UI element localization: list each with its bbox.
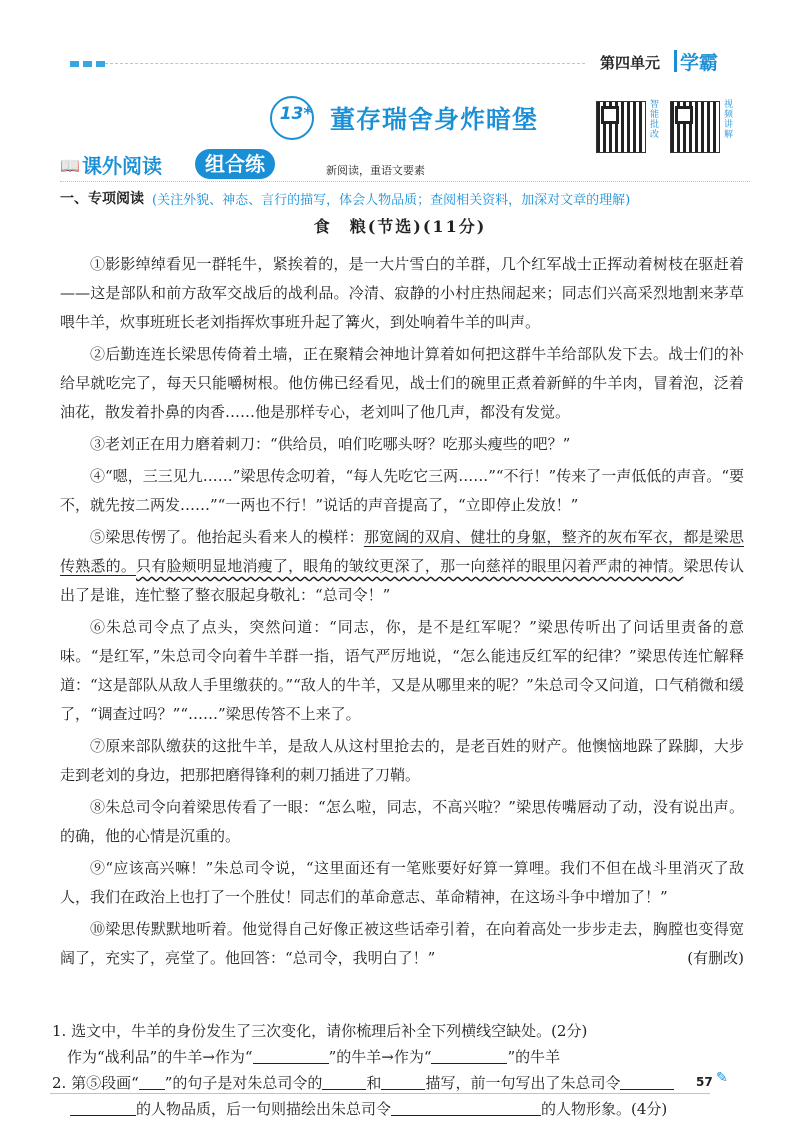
wavy-underlined-sentence: 只有脸颊明显地消瘦了，眼角的皱纹更深了，那一向慈祥的眼里闪着严肃的神情。 [136, 557, 684, 575]
exercise-note: (关注外貌、神态、言行的描写，体会人物品质；查阅相关资料，加深对文章的理解) [152, 193, 631, 208]
q2-text-f: 的人物形象。(4分) [541, 1100, 668, 1118]
paragraph-5-intro: ⑤梁思传愣了。他抬起头看来人的模样： [90, 528, 364, 546]
paragraph-8: ⑧朱总司令向着梁思传看了一眼：“怎么啦，同志，不高兴啦？”梁思传嘴唇动了动，没有说出声。的确，他的心情是沉重的。 [60, 798, 744, 845]
footer-divider [50, 1093, 710, 1094]
q1-text-a: 作为“战利品”的牛羊→作为“ [67, 1048, 253, 1066]
q1-blank-2[interactable] [431, 1045, 507, 1064]
questions [52, 1018, 752, 1122]
source-note: (有删改) [687, 949, 744, 967]
header-divider [105, 63, 585, 64]
qr-label-grading: 智能批改 [650, 100, 660, 140]
paragraph-7: ⑦原来部队缴获的这批牛羊，是敌人从这村里抢去的，是老百姓的财产。他懊恼地跺了跺脚，大步走到老刘的身边，把那把磨得锋利的刺刀插进了刀鞘。 [60, 737, 744, 784]
lesson-title: 董存瑞舍身炸暗堡 [330, 105, 539, 134]
qr-label-video: 视频讲解 [724, 100, 734, 140]
section-subtitle: 新阅读，重语文要素 [326, 164, 425, 177]
q2-underline-sample [139, 1071, 165, 1090]
q2-text-a: 2. 第⑤段画“ [52, 1074, 139, 1092]
brand-logo: 学霸 [680, 52, 719, 74]
header-decoration [70, 61, 105, 67]
book-icon: 📖 [60, 156, 80, 175]
lesson-number: 13* [279, 104, 313, 124]
exercise-heading: 一、专项阅读 [60, 191, 144, 207]
section-divider [60, 181, 750, 182]
paragraph-9: ⑨“应该高兴嘛！”朱总司令说，“这里面还有一笔账要好好算一算哩。我们不但在战斗里消灭了敌人，我们在政治上也打了一个胜仗！同志们的革命意志、革命精神，在这场斗争中增加了！” [60, 859, 744, 906]
paragraph-4: ④“嗯，三三见九……”梁思传念叨着，“每人先吃它三两……”“不行！”传来了一声低低的声音。“要不，就先按二两发……”“一两也不行！”说话的声音提高了，“立即停止发放！” [60, 467, 744, 514]
paragraph-6: ⑥朱总司令点了点头，突然问道：“同志，你，是不是红军呢？”梁思传听出了问话里责备的意味。“是红军，”朱总司令向着牛羊群一指，语气严厉地说，“怎么能违反红军的纪律？”梁思传连忙解释道：“这是部队从敌人手里缴获的。”“敌人的牛羊，又是从哪里来的呢？”朱总司令又问道，口气稍微和缓了，“调查过吗？”“……”梁思传答不上来了。 [60, 618, 744, 723]
paragraph-5 [60, 523, 744, 610]
q2-text-e: 的人物品质，后一句则描绘出朱总司令 [136, 1100, 392, 1118]
q1-text-c: ”的牛羊 [507, 1048, 561, 1066]
q2-text-b: ”的句子是对朱总司令的 [164, 1074, 323, 1092]
qr-code-video[interactable] [670, 101, 720, 153]
underlined-sentence: 那宽阔的双肩、健壮的身躯，整齐的灰布军衣，都是梁思传熟悉的。 [60, 528, 744, 575]
qr-code-grading[interactable] [596, 101, 646, 153]
q2-blank-1[interactable] [322, 1071, 366, 1090]
page-number: 57 [696, 1075, 713, 1089]
paragraph-1: ①影影绰绰看见一群牦牛，紧挨着的，是一大片雪白的羊群，几个红军战士正挥动着树枝在驱赶着——这是部队和前方敌军交战后的战利品。冷清、寂静的小村庄热闹起来；同志们兴高采烈地割来茅草喂牛羊，炊事班班长老刘指挥炊事班升起了篝火，到处响着牛羊的叫声。 [60, 255, 744, 331]
paragraph-10-text: ⑩梁思传默默地听着。他觉得自己好像正被这些话牵引着，在向着高处一步步走去，胸膛也变得宽阔了，充实了，亮堂了。他回答：“总司令，我明白了！” [60, 920, 744, 967]
question-1: 1. 选文中，牛羊的身份发生了三次变化，请你梳理后补全下列横线空缺处。(2分) [52, 1022, 588, 1040]
section-pill: 组合练 [195, 149, 275, 179]
question-2-cont [52, 1096, 752, 1122]
q2-blank-3-cont[interactable] [70, 1097, 136, 1116]
article-title: 食 粮(节选)(11分) [313, 217, 487, 236]
paragraph-3: ③老刘正在用力磨着刺刀：“供给员，咱们吃哪头呀？吃那头瘦些的吧？” [90, 435, 571, 453]
q2-blank-3[interactable] [620, 1071, 674, 1090]
q1-text-b: ”的牛羊→作为“ [328, 1048, 432, 1066]
q2-text-d: 描写，前一句写出了朱总司令 [425, 1074, 621, 1092]
paragraph-10 [60, 915, 744, 973]
paragraph-5-end: 梁思传认出了是谁，连忙整了整衣服起身敬礼：“总司令！” [60, 557, 744, 604]
pencil-icon: ✎ [716, 1070, 728, 1086]
section-title: 课外阅读 [82, 154, 162, 178]
article-body [60, 250, 744, 976]
q1-blank-1[interactable] [253, 1045, 329, 1064]
question-1-answer-line [52, 1044, 752, 1070]
q2-blank-2[interactable] [381, 1071, 425, 1090]
unit-label: 第四单元 [600, 54, 661, 72]
brand-divider [674, 50, 677, 72]
q2-text-c: 和 [366, 1074, 382, 1092]
q2-blank-4[interactable] [391, 1097, 541, 1116]
paragraph-2: ②后勤连连长梁思传倚着土墙，正在聚精会神地计算着如何把这群牛羊给部队发下去。战士们的补给早就吃完了，每天只能嚼树根。他仿佛已经看见，战士们的碗里正煮着新鲜的牛羊肉，冒着泡，泛着油花，散发着扑鼻的肉香……他是那样专心，老刘叫了他几声，都没有发觉。 [60, 345, 744, 421]
